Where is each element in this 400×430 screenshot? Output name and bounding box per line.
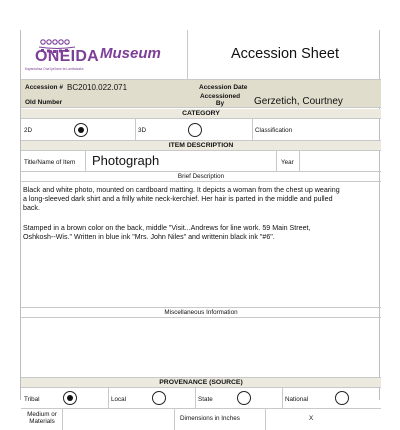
- provenance-tribal-radio[interactable]: [63, 391, 77, 405]
- sheet-header: [21, 30, 381, 80]
- description-line: Black and white photo, mounted on cardboard matting. It depicts a woman from the chest up wearing: [23, 186, 340, 194]
- description-line: a long-sleeved dark shirt and a frilly white neck-kerchief. Her hair is parted in the middle and pulled: [23, 194, 333, 203]
- provenance-tribal-label: Tribal: [24, 396, 40, 403]
- dimensions-separator: X: [309, 415, 314, 422]
- radio-selected-dot: [78, 127, 84, 133]
- brief-description-label: Brief Description: [177, 173, 225, 180]
- dimensions-value-cell[interactable]: [265, 409, 381, 430]
- description-line: back.: [23, 203, 40, 212]
- org-tagline: Kayanlahsa Onaʔyaʔane·ta Laotiwisaks: [25, 67, 84, 71]
- org-name: ONEIDA: [35, 48, 100, 65]
- year-label: Year: [281, 159, 294, 166]
- title-name-value[interactable]: Photograph: [92, 153, 160, 168]
- category-header: CATEGORY: [21, 109, 381, 119]
- year-value[interactable]: [299, 151, 382, 171]
- description-area[interactable]: [21, 182, 381, 308]
- classification-label: Classification: [255, 127, 293, 134]
- accessioned-by-label: Accessioned By: [199, 93, 241, 107]
- description-line: Oshkosh--Wis." Written in blue ink "Mrs. John Niles" and writtenin black ink "#6".: [23, 232, 275, 241]
- provenance-national-radio[interactable]: [335, 391, 349, 405]
- old-number-value[interactable]: [67, 97, 187, 107]
- museum-label: Museum: [100, 45, 161, 62]
- title-value-cell: [85, 151, 281, 171]
- category-2d-radio[interactable]: [74, 123, 88, 137]
- classification-cell: [252, 119, 381, 140]
- medium-value-cell[interactable]: [62, 409, 174, 430]
- accession-date-value[interactable]: [253, 83, 373, 93]
- accession-number-value[interactable]: BC2010.022.071: [67, 83, 128, 92]
- accession-sheet: [20, 30, 380, 425]
- provenance-local-label: Local: [111, 396, 127, 403]
- category-2d-label: 2D: [24, 127, 33, 134]
- description-paragraph-1: [23, 186, 340, 213]
- brief-description-label-row: [21, 172, 381, 182]
- provenance-national-label: National: [285, 396, 309, 403]
- category-3d-label: 3D: [138, 127, 147, 134]
- accession-number-label: Accession #: [25, 84, 63, 91]
- provenance-header: PROVENANCE (SOURCE): [21, 378, 381, 388]
- title-box: [187, 30, 381, 79]
- dimensions-label: Dimensions in Inches: [180, 415, 240, 422]
- category-3d-radio[interactable]: [188, 123, 202, 137]
- misc-information-label: Miscellaneous Information: [164, 309, 238, 316]
- title-row: [21, 151, 381, 172]
- provenance-state-radio[interactable]: [237, 391, 251, 405]
- misc-label-row: [21, 308, 381, 318]
- accessioned-by-value[interactable]: Gerzetich, Courtney: [254, 96, 343, 107]
- dimensions-label-cell: [174, 409, 265, 430]
- misc-information-area[interactable]: [21, 318, 381, 378]
- title-name-label: Title/Name of Item: [24, 159, 76, 166]
- provenance-national-cell: [282, 388, 381, 408]
- description-paragraph-2: [23, 224, 310, 242]
- oneida-logo: [21, 30, 100, 79]
- provenance-row: [21, 388, 381, 409]
- sheet-title: Accession Sheet: [230, 46, 339, 62]
- radio-selected-dot: [67, 395, 73, 401]
- accession-date-label: Accession Date: [199, 84, 248, 91]
- item-description-header: ITEM DESCRIPTION: [21, 141, 381, 151]
- provenance-local-radio[interactable]: [152, 391, 166, 405]
- accession-band: [21, 80, 381, 108]
- year-cell: [276, 151, 381, 171]
- category-row: [21, 119, 381, 141]
- provenance-state-label: State: [198, 396, 213, 403]
- medium-materials-label: Medium or Materials: [27, 411, 57, 425]
- medium-row: [21, 409, 381, 430]
- old-number-label: Old Number: [25, 99, 63, 106]
- description-line: Stamped in a brown color on the back, middle "Visit...Andrews for line work. 59 Main Street,: [23, 224, 311, 232]
